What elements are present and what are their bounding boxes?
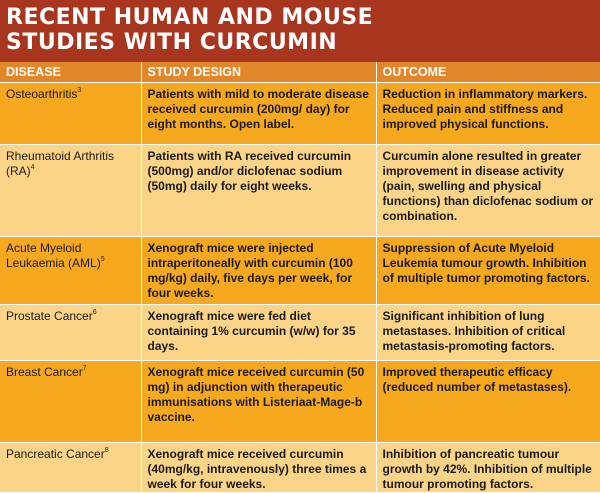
study-design-cell: Xenograft mice received curcumin (40mg/kg, intravenously) three times a week for four weeks. [141, 443, 376, 493]
header-disease: DISEASE [0, 62, 141, 83]
reference-number: 6 [92, 309, 97, 316]
table-row [0, 83, 600, 145]
disease-cell [0, 443, 141, 493]
table-row [0, 145, 600, 237]
study-design-cell: Xenograft mice received curcumin (50 mg) in adjunction with therapeutic immunisations with Listeriaat-Mage-b vaccine. [141, 361, 376, 443]
disease-cell [0, 361, 141, 443]
disease-name: Acute Myeloid Leukaemia (AML) [6, 241, 101, 270]
study-design-cell: Patients with mild to moderate disease received curcumin (200mg/ day) for eight months. Open label. [141, 83, 376, 145]
reference-number: 5 [100, 256, 105, 263]
disease-name: Rheumatoid Arthritis (RA) [6, 149, 115, 178]
disease-cell [0, 145, 141, 237]
header-outcome: OUTCOME [376, 62, 600, 83]
outcome-cell: Curcumin alone resulted in greater improvement in disease activity (pain, swelling and physical functions) than diclofenac sodium or combination. [376, 145, 600, 237]
study-design-cell: Xenograft mice were injected intraperitoneally with curcumin (100 mg/kg) daily, five days per week, for four weeks. [141, 237, 376, 305]
header-study-design: STUDY DESIGN [141, 62, 376, 83]
table-row [0, 305, 600, 361]
reference-number: 4 [30, 164, 35, 171]
table-row [0, 361, 600, 443]
disease-cell [0, 305, 141, 361]
disease-cell [0, 237, 141, 305]
disease-name: Osteoarthritis [6, 87, 78, 101]
study-design-cell: Xenograft mice were fed diet containing 1% curcumin (w/w) for 35 days. [141, 305, 376, 361]
title-banner [0, 0, 600, 62]
table-header-row [0, 62, 600, 83]
title-line-2: STUDIES WITH CURCUMIN [6, 30, 338, 55]
outcome-cell: Reduction in inflammatory markers. Reduced pain and stiffness and improved physical functions. [376, 83, 600, 145]
table-row [0, 237, 600, 305]
disease-name: Pancreatic Cancer [6, 447, 105, 461]
outcome-cell: Significant inhibition of lung metastases. Inhibition of critical metastasis-promoting factors. [376, 305, 600, 361]
reference-number: 3 [77, 87, 82, 94]
disease-name: Breast Cancer [6, 365, 83, 379]
outcome-cell: Suppression of Acute Myeloid Leukemia tumour growth. Inhibition of multiple tumor promoting factors. [376, 237, 600, 305]
reference-number: 8 [104, 447, 109, 454]
disease-cell [0, 83, 141, 145]
title-line-1: RECENT HUMAN AND MOUSE [6, 5, 374, 30]
table-row [0, 443, 600, 493]
outcome-cell: Improved therapeutic efficacy (reduced number of metastases). [376, 361, 600, 443]
outcome-cell: Inhibition of pancreatic tumour growth by 42%. Inhibition of multiple tumour promoting factors. [376, 443, 600, 493]
reference-number: 7 [82, 365, 87, 372]
disease-name: Prostate Cancer [6, 309, 93, 323]
studies-table [0, 62, 600, 493]
study-design-cell: Patients with RA received curcumin (500mg) and/or diclofenac sodium (50mg) daily for eight weeks. [141, 145, 376, 237]
